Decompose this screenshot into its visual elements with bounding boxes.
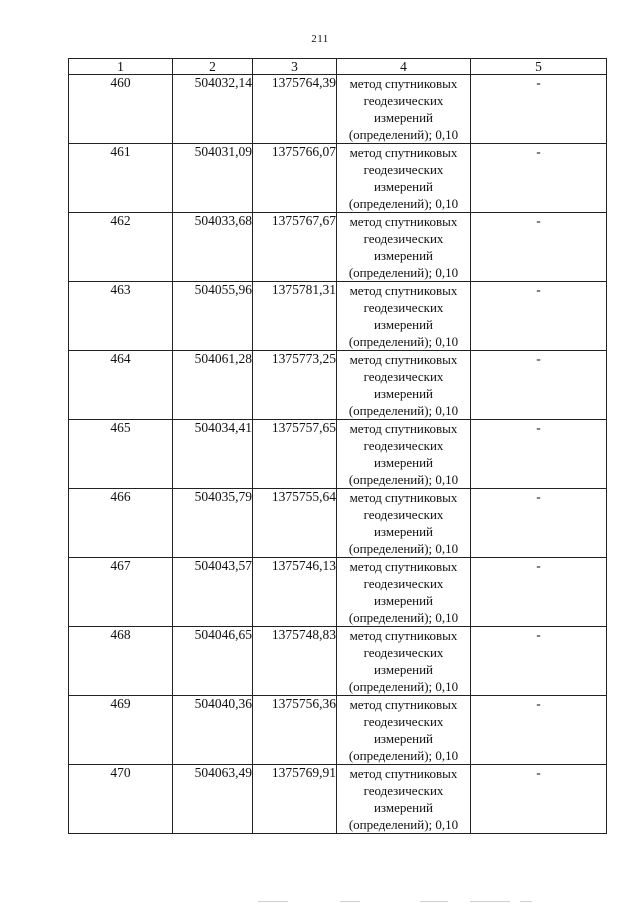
note-cell: - [471,765,607,834]
point-number-cell: 468 [69,627,173,696]
x-coordinate-cell: 504031,09 [173,144,253,213]
point-number-cell: 467 [69,558,173,627]
note-cell: - [471,558,607,627]
point-number-cell: 469 [69,696,173,765]
table-row [69,627,607,696]
column-header: 4 [337,59,471,75]
column-header: 3 [253,59,337,75]
table-row [69,420,607,489]
method-cell [337,627,471,696]
method-line: геодезических [363,783,444,798]
point-number-cell: 462 [69,213,173,282]
point-number-cell: 464 [69,351,173,420]
method-line: (определений); 0,10 [348,817,459,832]
method-cell [337,75,471,144]
x-coordinate-cell: 504035,79 [173,489,253,558]
note-cell: - [471,351,607,420]
method-line: измерений [373,593,434,608]
table-header-row [69,59,607,75]
method-cell [337,144,471,213]
note-cell: - [471,489,607,558]
x-coordinate-cell: 504033,68 [173,213,253,282]
x-coordinate-cell: 504040,36 [173,696,253,765]
method-cell [337,696,471,765]
method-line: геодезических [363,93,444,108]
method-line: измерений [373,662,434,677]
note-cell: - [471,282,607,351]
method-line: метод спутниковых [349,352,458,367]
x-coordinate-cell: 504061,28 [173,351,253,420]
x-coordinate-cell: 504043,57 [173,558,253,627]
table-row [69,558,607,627]
table-row [69,213,607,282]
method-line: метод спутниковых [349,76,458,91]
page-number: 211 [311,33,329,45]
point-number-cell: 465 [69,420,173,489]
method-line: метод спутниковых [349,145,458,160]
method-line: (определений); 0,10 [348,403,459,418]
note-cell: - [471,213,607,282]
y-coordinate-cell: 1375757,65 [253,420,337,489]
method-cell [337,765,471,834]
method-line: метод спутниковых [349,766,458,781]
y-coordinate-cell: 1375766,07 [253,144,337,213]
table-row [69,144,607,213]
method-line: (определений); 0,10 [348,541,459,556]
method-line: (определений); 0,10 [348,265,459,280]
scan-artifact [0,893,640,905]
method-line: измерений [373,524,434,539]
method-line: измерений [373,317,434,332]
y-coordinate-cell: 1375767,67 [253,213,337,282]
method-line: (определений); 0,10 [348,748,459,763]
method-line: геодезических [363,300,444,315]
column-header: 5 [471,59,607,75]
point-number-cell: 466 [69,489,173,558]
table-row [69,489,607,558]
column-header: 1 [69,59,173,75]
x-coordinate-cell: 504032,14 [173,75,253,144]
y-coordinate-cell: 1375755,64 [253,489,337,558]
method-cell [337,558,471,627]
method-line: измерений [373,731,434,746]
method-line: (определений); 0,10 [348,610,459,625]
method-line: (определений); 0,10 [348,127,459,142]
coordinates-table [68,58,607,834]
method-line: геодезических [363,231,444,246]
method-line: (определений); 0,10 [348,679,459,694]
y-coordinate-cell: 1375781,31 [253,282,337,351]
method-line: метод спутниковых [349,628,458,643]
point-number-cell: 460 [69,75,173,144]
method-line: геодезических [363,162,444,177]
y-coordinate-cell: 1375748,83 [253,627,337,696]
y-coordinate-cell: 1375769,91 [253,765,337,834]
x-coordinate-cell: 504046,65 [173,627,253,696]
method-cell [337,213,471,282]
x-coordinate-cell: 504055,96 [173,282,253,351]
method-line: метод спутниковых [349,214,458,229]
method-line: измерений [373,800,434,815]
method-cell [337,351,471,420]
method-line: геодезических [363,645,444,660]
method-cell [337,282,471,351]
method-line: геодезических [363,507,444,522]
note-cell: - [471,420,607,489]
point-number-cell: 463 [69,282,173,351]
note-cell: - [471,144,607,213]
x-coordinate-cell: 504034,41 [173,420,253,489]
note-cell: - [471,627,607,696]
method-line: метод спутниковых [349,697,458,712]
method-line: (определений); 0,10 [348,334,459,349]
method-line: измерений [373,386,434,401]
method-line: измерений [373,179,434,194]
point-number-cell: 470 [69,765,173,834]
method-line: геодезических [363,438,444,453]
note-cell: - [471,696,607,765]
table-row [69,75,607,144]
method-line: геодезических [363,576,444,591]
method-line: метод спутниковых [349,490,458,505]
note-cell: - [471,75,607,144]
y-coordinate-cell: 1375764,39 [253,75,337,144]
column-header: 2 [173,59,253,75]
method-line: метод спутниковых [349,283,458,298]
y-coordinate-cell: 1375756,36 [253,696,337,765]
table-row [69,765,607,834]
method-line: геодезических [363,369,444,384]
y-coordinate-cell: 1375746,13 [253,558,337,627]
method-line: (определений); 0,10 [348,196,459,211]
method-line: измерений [373,110,434,125]
method-line: измерений [373,455,434,470]
table-row [69,282,607,351]
table-body [69,75,607,834]
method-line: геодезических [363,714,444,729]
y-coordinate-cell: 1375773,25 [253,351,337,420]
method-cell [337,489,471,558]
point-number-cell: 461 [69,144,173,213]
method-line: метод спутниковых [349,559,458,574]
method-line: измерений [373,248,434,263]
table-row [69,696,607,765]
x-coordinate-cell: 504063,49 [173,765,253,834]
method-line: (определений); 0,10 [348,472,459,487]
method-cell [337,420,471,489]
method-line: метод спутниковых [349,421,458,436]
table-row [69,351,607,420]
